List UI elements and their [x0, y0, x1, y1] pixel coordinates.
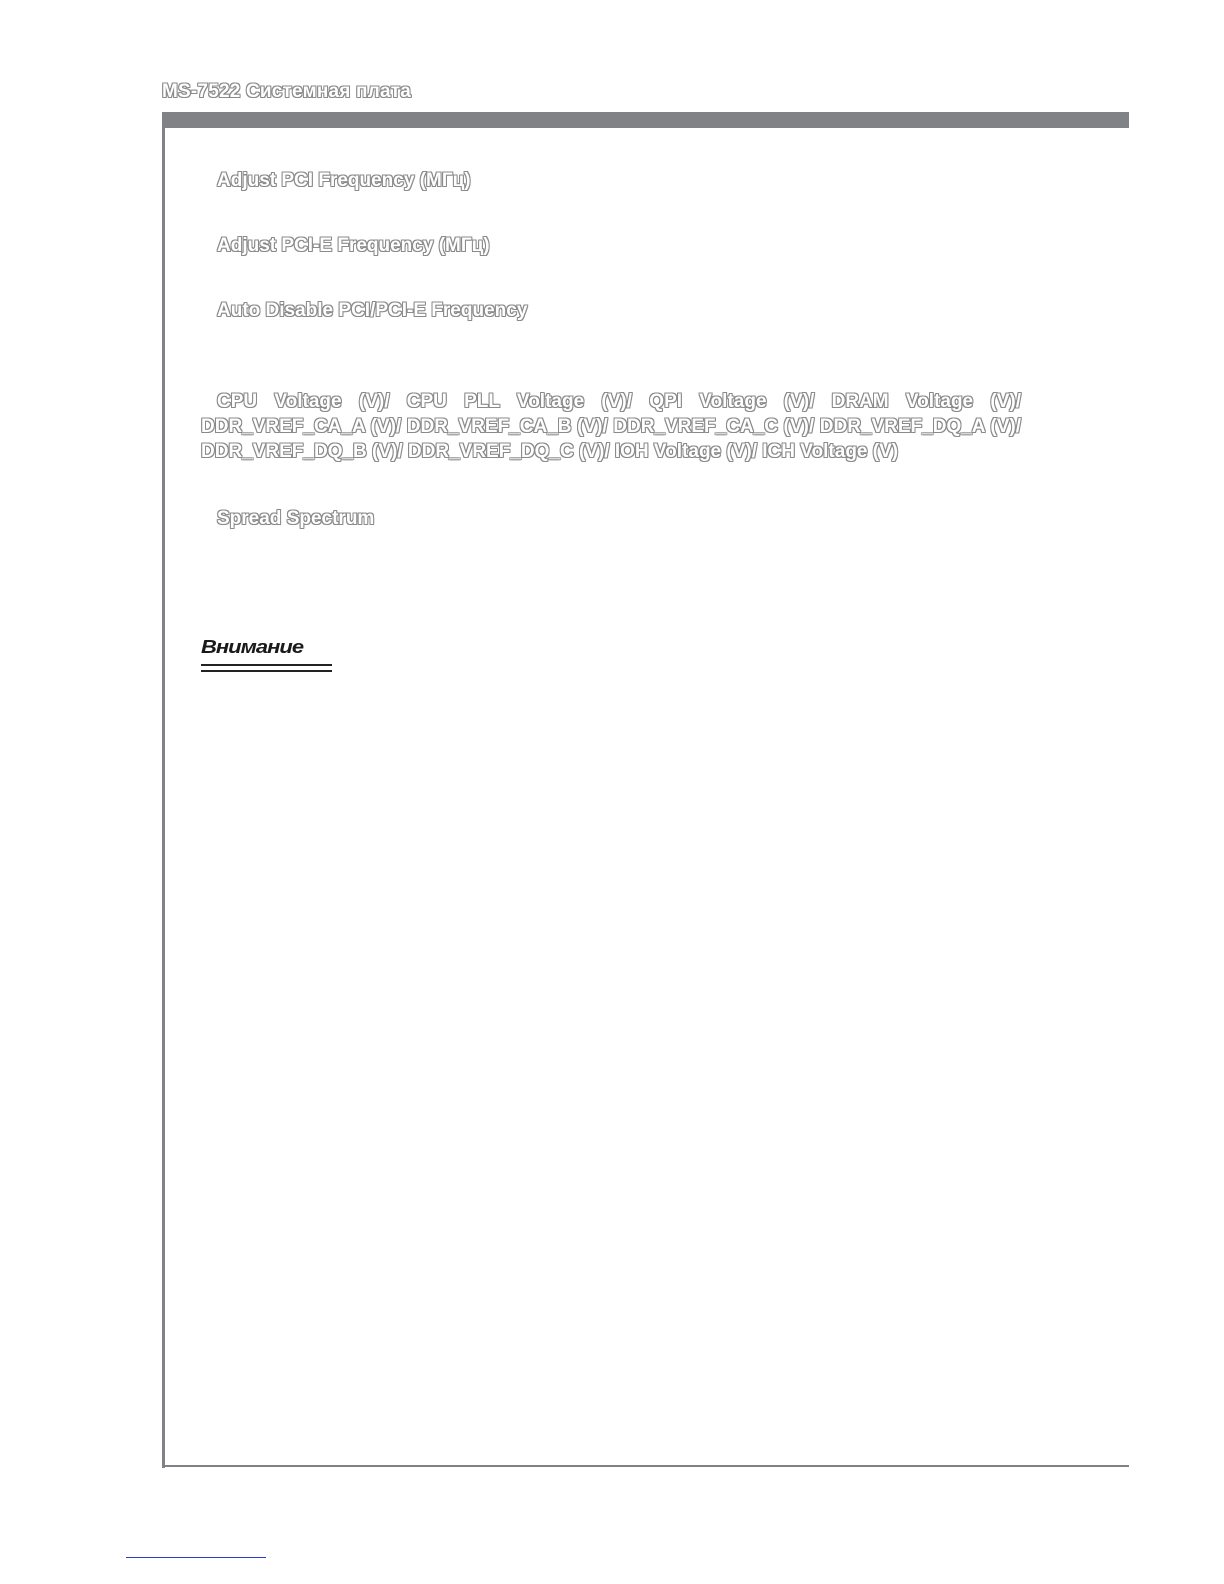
attention-underline-bottom [201, 670, 332, 672]
voltage-settings-heading: CPU Voltage (V)/ CPU PLL Voltage (V)/ QPI Voltage (V)/ DRAM Voltage (V)/ DDR_VREF_CA_A (V)/ DDR_VREF_CA_B (V)/ DDR_VREF_CA_C (V)/ DDR_VREF_DQ_A (V)/ DDR_VREF_DQ_B (V)/ DDR_VREF_DQ_C (V)/ IOH Voltage (V)/ ICH Voltage (V) [201, 391, 1021, 462]
footer-link-underline[interactable] [126, 1557, 266, 1558]
attention-underline-top [201, 664, 332, 666]
bottom-rule [162, 1465, 1129, 1467]
page-header: MS-7522 Системная плата [162, 81, 412, 102]
left-margin-rule [162, 112, 165, 1468]
attention-label: Внимание [201, 636, 304, 658]
auto-disable-heading: Auto Disable PCI/PCI-E Frequency [217, 300, 528, 321]
pcie-frequency-heading: Adjust PCI-E Frequency (МГц) [217, 235, 490, 256]
header-bar [162, 112, 1129, 128]
spread-spectrum-heading: Spread Spectrum [217, 508, 375, 529]
pci-frequency-heading: Adjust PCI Frequency (МГц) [217, 170, 471, 191]
